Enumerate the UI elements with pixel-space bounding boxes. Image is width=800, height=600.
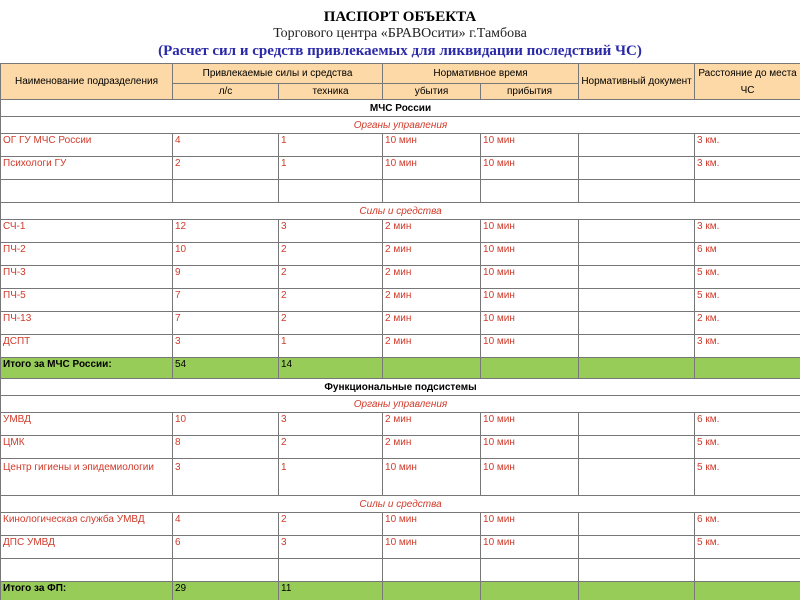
cell-distance: 5 км.	[695, 536, 800, 559]
cell-document	[579, 180, 695, 203]
cell-equipment: 3	[279, 413, 383, 436]
cell-equipment: 11	[279, 582, 383, 600]
table-row	[1, 266, 800, 289]
col-header-name: Наименование подразделения	[1, 64, 173, 100]
cell-personnel: 6	[173, 536, 279, 559]
cell-arrival-time: 10 мин	[481, 413, 579, 436]
table-row	[1, 289, 800, 312]
subsection-title: Силы и средства	[1, 496, 800, 513]
cell-personnel: 9	[173, 266, 279, 289]
subsection-title: Органы управления	[1, 396, 800, 413]
cell-equipment	[279, 180, 383, 203]
cell-distance	[695, 358, 800, 379]
cell-personnel: 12	[173, 220, 279, 243]
cell-arrival-time	[481, 180, 579, 203]
cell-distance	[695, 180, 800, 203]
cell-personnel: 54	[173, 358, 279, 379]
cell-equipment: 2	[279, 513, 383, 536]
cell-document	[579, 413, 695, 436]
cell-personnel: 3	[173, 459, 279, 496]
cell-arrival-time: 10 мин	[481, 335, 579, 358]
cell-unit-name: Кинологическая служба УМВД	[1, 513, 173, 536]
cell-arrival-time: 10 мин	[481, 266, 579, 289]
cell-unit-name: ОГ ГУ МЧС России	[1, 134, 173, 157]
cell-arrival-time: 10 мин	[481, 536, 579, 559]
cell-distance	[695, 559, 800, 582]
cell-equipment	[279, 559, 383, 582]
table-row	[1, 513, 800, 536]
cell-unit-name: УМВД	[1, 413, 173, 436]
cell-personnel: 4	[173, 134, 279, 157]
col-header-personnel: л/с	[173, 84, 279, 100]
table-row	[1, 413, 800, 436]
calculation-note: (Расчет сил и средств привлекаемых для ликвидации последствий ЧС)	[158, 43, 642, 59]
cell-unit-name: ПЧ-13	[1, 312, 173, 335]
cell-departure-time: 10 мин	[383, 459, 481, 496]
cell-equipment: 3	[279, 220, 383, 243]
col-header-departure: убытия	[383, 84, 481, 100]
cell-departure-time	[383, 582, 481, 600]
cell-distance: 5 км.	[695, 436, 800, 459]
subsection-header-row	[1, 496, 800, 513]
col-header-equipment: техника	[279, 84, 383, 100]
cell-equipment: 14	[279, 358, 383, 379]
cell-personnel: 2	[173, 157, 279, 180]
cell-unit-name: Итого за ФП:	[1, 582, 173, 600]
table-row	[1, 180, 800, 203]
cell-departure-time: 10 мин	[383, 536, 481, 559]
cell-arrival-time	[481, 358, 579, 379]
section-header-row	[1, 100, 800, 117]
cell-departure-time: 2 мин	[383, 220, 481, 243]
total-row	[1, 582, 800, 600]
object-subtitle: Торгового центра «БРАВОсити» г.Тамбова	[273, 26, 527, 41]
cell-unit-name: ПЧ-2	[1, 243, 173, 266]
cell-document	[579, 312, 695, 335]
cell-distance: 6 км.	[695, 513, 800, 536]
cell-unit-name: Центр гигиены и эпидемиологии	[1, 459, 173, 496]
cell-personnel: 8	[173, 436, 279, 459]
table-row	[1, 536, 800, 559]
cell-distance: 6 км.	[695, 413, 800, 436]
cell-document	[579, 536, 695, 559]
cell-distance: 5 км.	[695, 266, 800, 289]
col-header-distance: Расстояние до места ЧС	[695, 64, 800, 100]
subsection-header-row	[1, 396, 800, 413]
cell-departure-time: 10 мин	[383, 513, 481, 536]
cell-personnel: 4	[173, 513, 279, 536]
table-row	[1, 157, 800, 180]
cell-personnel: 10	[173, 243, 279, 266]
cell-equipment: 1	[279, 157, 383, 180]
cell-departure-time: 10 мин	[383, 157, 481, 180]
cell-distance: 6 км	[695, 243, 800, 266]
cell-distance: 5 км.	[695, 289, 800, 312]
table-row	[1, 243, 800, 266]
subsection-header-row	[1, 117, 800, 134]
cell-equipment: 2	[279, 289, 383, 312]
cell-document	[579, 459, 695, 496]
table-row	[1, 312, 800, 335]
slide-header	[0, 0, 800, 62]
cell-unit-name: ПЧ-5	[1, 289, 173, 312]
table-row	[1, 220, 800, 243]
table-row	[1, 335, 800, 358]
section-title: Функциональные подсистемы	[1, 379, 800, 396]
cell-document	[579, 582, 695, 600]
cell-unit-name: ЦМК	[1, 436, 173, 459]
cell-distance: 3 км.	[695, 134, 800, 157]
cell-distance: 3 км.	[695, 220, 800, 243]
passport-title: ПАСПОРТ ОБЪЕКТА	[323, 9, 477, 25]
cell-document	[579, 513, 695, 536]
col-header-document: Нормативный документ	[579, 64, 695, 100]
cell-departure-time	[383, 559, 481, 582]
cell-arrival-time: 10 мин	[481, 289, 579, 312]
forces-table	[0, 63, 800, 600]
cell-departure-time	[383, 180, 481, 203]
cell-arrival-time: 10 мин	[481, 134, 579, 157]
subsection-title: Органы управления	[1, 117, 800, 134]
forces-table-wrapper	[0, 63, 800, 600]
table-header-row	[1, 64, 800, 84]
cell-document	[579, 335, 695, 358]
cell-equipment: 1	[279, 335, 383, 358]
cell-document	[579, 559, 695, 582]
cell-arrival-time: 10 мин	[481, 220, 579, 243]
cell-document	[579, 266, 695, 289]
cell-equipment: 2	[279, 243, 383, 266]
cell-unit-name: ДСПТ	[1, 335, 173, 358]
cell-unit-name	[1, 180, 173, 203]
cell-unit-name: ДПС УМВД	[1, 536, 173, 559]
cell-unit-name: Психологи ГУ	[1, 157, 173, 180]
cell-equipment: 1	[279, 134, 383, 157]
cell-departure-time: 2 мин	[383, 289, 481, 312]
cell-distance: 5 км.	[695, 459, 800, 496]
subsection-title: Силы и средства	[1, 203, 800, 220]
col-header-time: Нормативное время	[383, 64, 579, 84]
cell-personnel: 3	[173, 335, 279, 358]
cell-equipment: 3	[279, 536, 383, 559]
cell-unit-name: ПЧ-3	[1, 266, 173, 289]
cell-equipment: 2	[279, 436, 383, 459]
cell-departure-time: 2 мин	[383, 436, 481, 459]
cell-unit-name: Итого за МЧС России:	[1, 358, 173, 379]
table-row	[1, 559, 800, 582]
cell-arrival-time: 10 мин	[481, 513, 579, 536]
cell-unit-name	[1, 559, 173, 582]
cell-document	[579, 243, 695, 266]
table-body	[1, 100, 800, 600]
cell-document	[579, 157, 695, 180]
subsection-header-row	[1, 203, 800, 220]
cell-unit-name: СЧ-1	[1, 220, 173, 243]
cell-arrival-time	[481, 582, 579, 600]
cell-document	[579, 220, 695, 243]
cell-document	[579, 134, 695, 157]
col-header-arrival: прибытия	[481, 84, 579, 100]
cell-personnel: 10	[173, 413, 279, 436]
total-row	[1, 358, 800, 379]
cell-departure-time: 2 мин	[383, 335, 481, 358]
cell-equipment: 1	[279, 459, 383, 496]
cell-arrival-time: 10 мин	[481, 459, 579, 496]
table-row	[1, 134, 800, 157]
cell-document	[579, 358, 695, 379]
cell-personnel: 7	[173, 289, 279, 312]
col-header-forces: Привлекаемые силы и средства	[173, 64, 383, 84]
cell-arrival-time: 10 мин	[481, 243, 579, 266]
cell-personnel: 29	[173, 582, 279, 600]
cell-personnel	[173, 180, 279, 203]
cell-document	[579, 436, 695, 459]
cell-distance: 3 км.	[695, 335, 800, 358]
cell-personnel	[173, 559, 279, 582]
cell-personnel: 7	[173, 312, 279, 335]
section-header-row	[1, 379, 800, 396]
cell-equipment: 2	[279, 312, 383, 335]
cell-arrival-time: 10 мин	[481, 312, 579, 335]
cell-departure-time: 10 мин	[383, 134, 481, 157]
cell-departure-time: 2 мин	[383, 413, 481, 436]
cell-distance	[695, 582, 800, 600]
cell-departure-time	[383, 358, 481, 379]
table-row	[1, 459, 800, 496]
cell-arrival-time	[481, 559, 579, 582]
table-row	[1, 436, 800, 459]
cell-equipment: 2	[279, 266, 383, 289]
cell-distance: 3 км.	[695, 157, 800, 180]
cell-distance: 2 км.	[695, 312, 800, 335]
cell-arrival-time: 10 мин	[481, 157, 579, 180]
cell-departure-time: 2 мин	[383, 243, 481, 266]
cell-departure-time: 2 мин	[383, 312, 481, 335]
cell-departure-time: 2 мин	[383, 266, 481, 289]
cell-document	[579, 289, 695, 312]
cell-arrival-time: 10 мин	[481, 436, 579, 459]
section-title: МЧС России	[1, 100, 800, 117]
